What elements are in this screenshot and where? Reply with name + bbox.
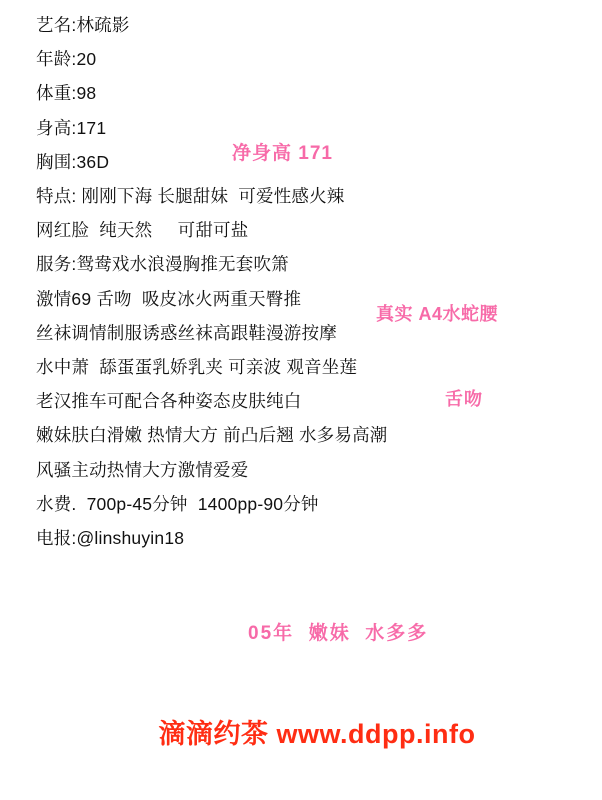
footer-url: www.ddpp.info <box>276 719 476 749</box>
profile-line-stage-name: 艺名:林疏影 <box>36 15 130 35</box>
profile-line-features-1: 特点: 刚刚下海 长腿甜妹 可爱性感火辣 <box>36 186 345 207</box>
profile-line-services-3: 丝袜调情制服诱惑丝袜高跟鞋漫游按摩 <box>36 322 337 343</box>
profile-line-services-4: 水中萧 舔蛋蛋乳娇乳夹 可亲波 观音坐莲 <box>36 357 358 378</box>
profile-line-telegram: 电报:@linshuyin18 <box>36 528 185 549</box>
profile-line-services-2: 激情69 舌吻 吸皮冰火两重天臀推 <box>36 288 302 309</box>
profile-line-price: 水费. 700p-45分钟 1400pp-90分钟 <box>36 493 319 514</box>
profile-line-services-5: 老汉推车可配合各种姿态皮肤纯白 <box>36 391 302 412</box>
profile-line-services-6: 嫩妹肤白滑嫩 热情大方 前凸后翘 水多易高潮 <box>36 425 388 446</box>
annotation-waist: 真实 A4水蛇腰 <box>376 304 499 324</box>
annotation-kiss: 舌吻 <box>445 389 483 409</box>
profile-line-bust: 胸围:36D <box>36 151 110 172</box>
annotation-birth-year: 05年 嫩妹 水多多 <box>248 623 429 644</box>
profile-line-height: 身高:171 <box>36 117 107 138</box>
profile-line-services-7: 风骚主动热情大方激情爱爱 <box>36 459 249 480</box>
profile-line-features-2: 网红脸 纯天然 可甜可盐 <box>36 220 249 241</box>
footer-watermark <box>0 681 602 782</box>
profile-text-block <box>36 8 576 555</box>
annotation-height: 净身高 171 <box>232 143 333 164</box>
footer-brand: 滴滴约茶 <box>158 719 269 749</box>
profile-line-age: 年龄:20 <box>36 49 97 70</box>
profile-line-weight: 体重:98 <box>36 83 97 104</box>
profile-line-services-1: 服务:鸳鸯戏水浪漫胸推无套吹箫 <box>36 254 289 275</box>
footer-space <box>269 719 277 749</box>
